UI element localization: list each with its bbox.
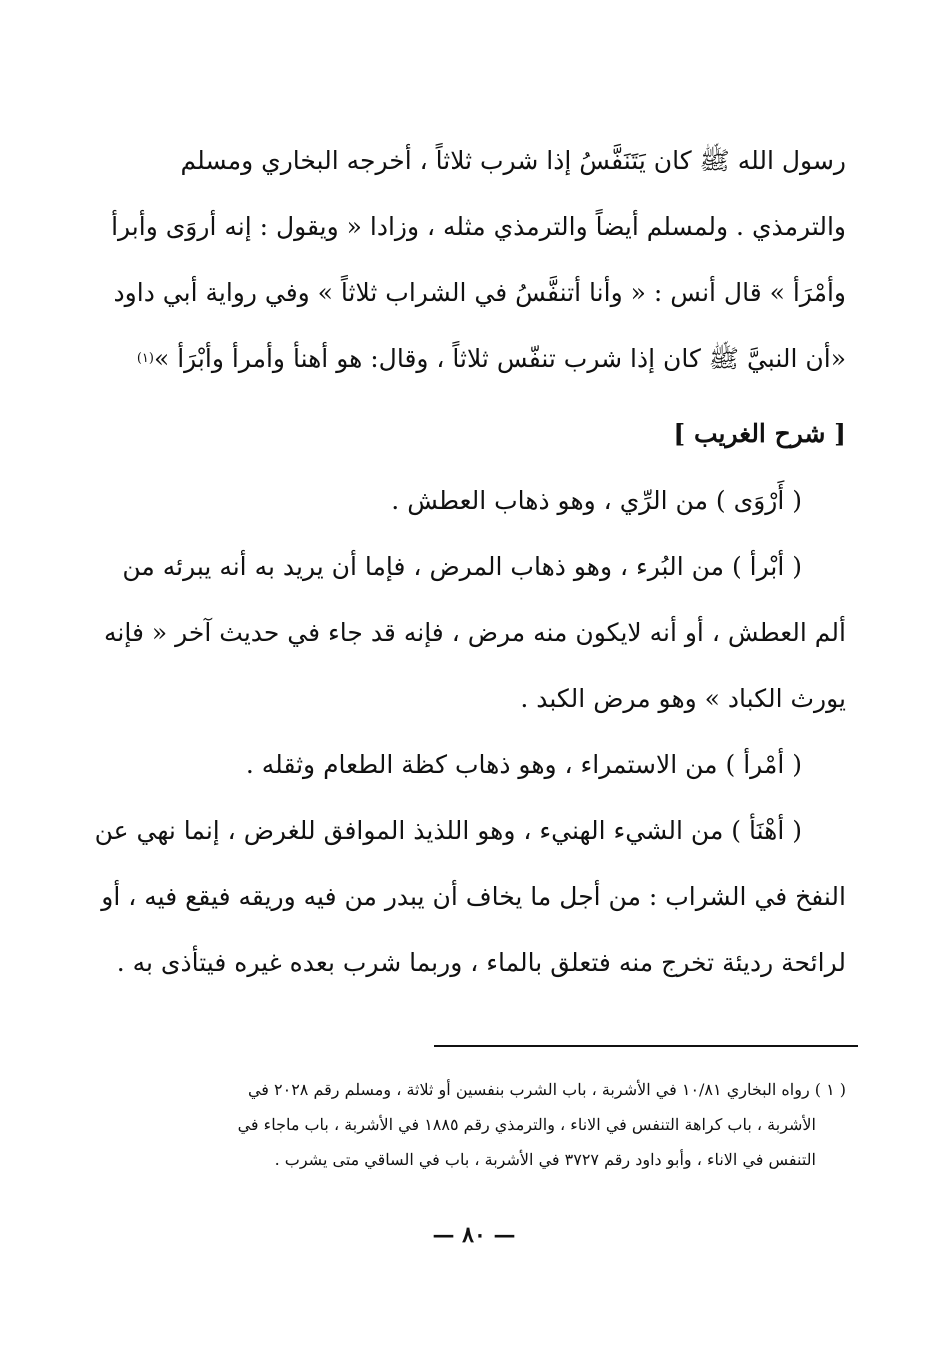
footnote-reference: (١): [136, 351, 154, 367]
footnotes: [120, 1072, 846, 1177]
definition-ahna-line-3: لرائحة رديئة تخرج منه فتعلق بالماء ، وربما شرب بعده غيره فيتأذى به .: [116, 948, 846, 977]
footnote-line-3: التنفس في الاناء ، وأبو داود رقم ٣٧٢٧ في الأشربة ، باب في الساقي متى يشرب .: [274, 1149, 816, 1169]
footnote-line-1: ( ١ ) رواه البخاري ١٠/٨١ في الأشربة ، باب الشرب بنفسين أو ثلاثة ، ومسلم رقم ٢٠٢٨ في: [247, 1079, 846, 1099]
hadith-line-3: وأمْرَأ » قال أنس : « وأنا أتنفَّسُ في الشراب ثلاثاً » وفي رواية أبي داود: [113, 278, 846, 307]
hadith-line-2: والترمذي . ولمسلم أيضاً والترمذي مثله ، وزادا « ويقول : إنه أروَى وأبرأ: [111, 212, 846, 241]
footnote-line-2: الأشربة ، باب كراهة التنفس في الاناء ، والترمذي رقم ١٨٨٥ في الأشربة ، باب ماجاء في: [237, 1114, 816, 1134]
hadith-line-4: [122, 326, 846, 392]
hadith-line-4-text: «أن النبيَّ ﷺ كان إذا شرب تنفّس ثلاثاً ، وقال: هو أهنأ وأمرأ وأبْرَأ »: [153, 344, 846, 373]
definition-ahna-line-1: ( أهْنَأ ) من الشيء الهنيء ، وهو اللذيذ الموافق للغرض ، إنما نهي عن: [94, 816, 802, 845]
main-text: [94, 128, 846, 996]
hadith-line-1: رسول الله ﷺ كان يَتَنَفَّسُ إذا شرب ثلاثاً ، أخرجه البخاري ومسلم: [180, 146, 846, 175]
definition-abra-line-1: ( أبْرأ ) من البُرء ، وهو ذهاب المرض ، فإما أن يريد به أنه يبرئه من: [122, 552, 802, 581]
page-number: — ٨٠ —: [432, 1222, 516, 1248]
definition-ahna-line-2: النفخ في الشراب : من أجل ما يخاف أن يبدر من فيه وريقه فيقع فيه ، أو: [101, 882, 846, 911]
footnote-separator: [434, 1045, 858, 1047]
definition-amra: ( أمْرأ ) من الاستمراء ، وهو ذهاب كظة الطعام وثقله .: [245, 750, 802, 779]
definition-abra-line-3: يورث الكباد » وهو مرض الكبد .: [520, 684, 846, 713]
section-heading: [ شرح الغريب ]: [673, 418, 846, 448]
definition-arwa: ( أَرْوَى ) من الرِّي ، وهو ذهاب العطش .: [391, 486, 802, 515]
definition-abra-line-2: ألم العطش ، أو أنه لايكون منه مرض ، فإنه قد جاء في حديث آخر « فإنه: [104, 618, 846, 647]
